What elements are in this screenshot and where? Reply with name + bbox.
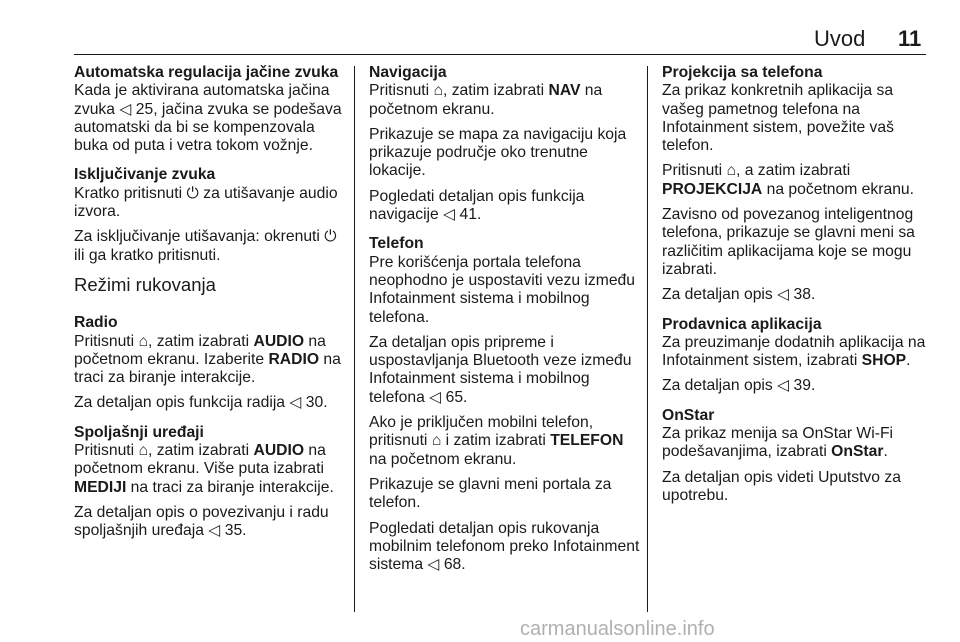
section-mute: [74, 166, 346, 264]
column-middle: [369, 64, 641, 585]
paragraph: Zavisno od povezanog inteligentnog telefona, prikazuje se glavni meni sa različitim aplikacijama koje se mogu izabrati.: [662, 206, 915, 278]
section-heading: Automatska regulacija jačine zvuka: [74, 64, 339, 81]
column-right: [662, 64, 932, 516]
column-left: [74, 64, 346, 552]
paragraph: Za prikaz menija sa OnStar Wi-Fi podešavanjima, izabrati OnStar.: [662, 425, 894, 461]
paragraph: Pre korišćenja portala telefona neophodno je uspostaviti vezu između Infotainment sistema i mobilnog telefona.: [369, 253, 635, 326]
section-heading: Prodavnica aplikacija: [662, 315, 822, 333]
section-heading: Navigacija: [369, 64, 447, 81]
section-radio: [74, 314, 346, 412]
paragraph: Kratko pritisnuti ⏻ za utišavanje audio izvora.: [74, 184, 338, 221]
column-divider: [354, 66, 355, 612]
paragraph: Za detaljan opis funkcija radija ◁ 30.: [74, 394, 328, 412]
paragraph: Za prikaz konkretnih aplikacija sa vašeg pametnog telefona na Infotainment sistem, povežite vaš telefon.: [662, 82, 894, 155]
paragraph: Prikazuje se mapa za navigaciju koja prikazuje područje oko trenutne lokacije.: [369, 125, 627, 180]
paragraph: Pogledati detaljan opis funkcija navigacije ◁ 41.: [369, 187, 585, 224]
paragraph: Za detaljan opis ◁ 39.: [662, 377, 816, 395]
section-heading: Isključivanje zvuka: [74, 166, 216, 184]
paragraph: Pogledati detaljan opis rukovanja mobilnim telefonom preko Infotainment sistema ◁ 68.: [369, 519, 640, 574]
paragraph: Za preuzimanje dodatnih aplikacija na Infotainment sistem, izabrati SHOP.: [662, 333, 926, 370]
paragraph: Za isključivanje utišavanja: okrenuti ⏻ ili ga kratko pritisnuti.: [74, 228, 337, 264]
section-navigation: [369, 64, 641, 224]
section-heading: OnStar: [662, 406, 715, 424]
section-heading: Spoljašnji uređaji: [74, 423, 204, 441]
paragraph: Pritisnuti ⌂, zatim izabrati AUDIO na početnom ekranu. Izaberite RADIO na traci za biranje interakcije.: [74, 332, 341, 387]
section-phone: [369, 235, 641, 574]
section-heading: Projekcija sa telefona: [662, 64, 823, 81]
paragraph: Za detaljan opis pripreme i uspostavljanja Bluetooth veze između Infotainment sistema i mobilnog telefona ◁ 65.: [369, 333, 632, 406]
paragraph: Pritisnuti ⌂, a zatim izabrati PROJEKCIJA na početnom ekranu.: [662, 162, 915, 198]
section-external-devices: [74, 424, 346, 541]
paragraph: Pritisnuti ⌂, zatim izabrati NAV na početnom ekranu.: [369, 82, 603, 118]
paragraph: Pritisnuti ⌂, zatim izabrati AUDIO na početnom ekranu. Više puta izabrati MEDIJI na traci za biranje interakcije.: [74, 442, 334, 496]
section-heading: Radio: [74, 314, 118, 332]
header-divider: [74, 54, 926, 55]
section-heading: Telefon: [369, 235, 424, 253]
paragraph: Za detaljan opis o povezivanju i radu spoljašnjih uređaja ◁ 35.: [74, 503, 329, 540]
page-number: 11: [898, 26, 922, 51]
paragraph: Kada je aktivirana automatska jačina zvuka ◁ 25, jačina zvuka se podešava automatski da bi se kompenzovala buka od puta i vetra tokom vožnje.: [74, 82, 342, 155]
paragraph: Za detaljan opis videti Uputstvo za upotrebu.: [662, 468, 901, 504]
section-phone-projection: [662, 64, 932, 305]
paragraph: Ako je priključen mobilni telefon, pritisnuti ⌂ i zatim izabrati TELEFON na početnom ekranu.: [369, 414, 624, 468]
watermark-text: carmanualsonline.info: [520, 618, 715, 640]
chapter-title: Uvod: [814, 26, 866, 51]
column-divider: [647, 66, 648, 612]
paragraph: Za detaljan opis ◁ 38.: [662, 286, 816, 304]
page-header: [0, 0, 960, 60]
chapter-subheading: Režimi rukovanja: [74, 273, 216, 295]
section-auto-volume: [74, 64, 346, 155]
section-app-shop: [662, 316, 932, 396]
paragraph: Prikazuje se glavni meni portala za telefon.: [369, 475, 612, 512]
section-onstar: [662, 407, 932, 505]
